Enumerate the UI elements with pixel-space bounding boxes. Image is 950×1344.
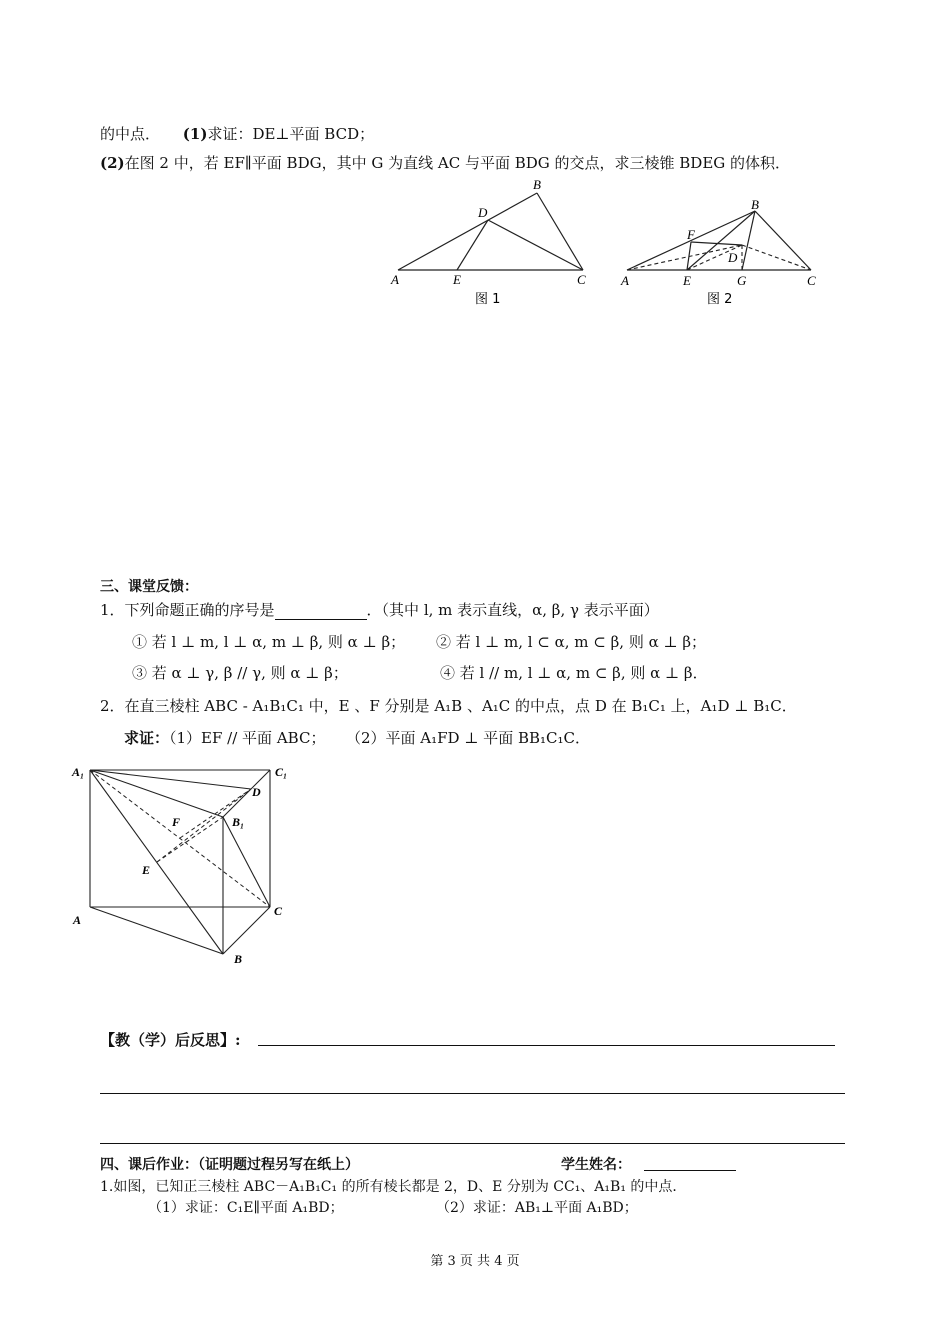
section-3-title: 三、课堂反馈： (100, 579, 198, 595)
hw-q1-text: 1.如图，已知正三棱柱 ABC－A₁B₁C₁ 的所有棱长都是 2，D、E 分别为 CC₁、A₁B₁ 的中点． (100, 1179, 687, 1195)
fig2-label-g: G (737, 273, 747, 288)
part1-text: 求证：DE⊥平面 BCD； (207, 125, 375, 143)
fig1-label-c: C (577, 272, 586, 287)
student-name-label: 学生姓名： (561, 1157, 631, 1173)
prism-label-f: F (172, 815, 181, 829)
q2-part1: （1）EF // 平面 ABC； (169, 729, 326, 747)
problem-line-1 (100, 124, 374, 144)
fig1-label-d: D (478, 205, 488, 220)
fig2-label-d: D (728, 250, 738, 265)
fig1-label-b: B (533, 177, 541, 192)
prism-label-d: D (252, 785, 261, 799)
q1-answer-blank[interactable] (275, 603, 367, 620)
fig2-label-c: C (807, 273, 816, 288)
q2-prove-label: 求证： (124, 729, 170, 747)
reflection-line-1[interactable] (258, 1045, 835, 1046)
q1-option-4: ④ 若 l // m, l ⊥ α, m ⊂ β, 则 α ⊥ β． (440, 664, 708, 682)
hw-q1-part2: （2）求证：AB₁⊥平面 A₁BD； (436, 1200, 638, 1216)
q1-option-2: ② 若 l ⊥ m, l ⊂ α, m ⊂ β, 则 α ⊥ β； (436, 633, 707, 651)
fig2-caption: 图 2 (707, 292, 733, 307)
page-footer: 第 3 页 共 4 页 (430, 1254, 520, 1269)
fig1-label-e: E (453, 272, 461, 287)
part1-number: (1) (182, 125, 208, 143)
prism-label-b1: B₁ (232, 815, 245, 829)
fig2-label-e: E (683, 273, 691, 288)
q2-part2: （2）平面 A₁FD ⊥ 平面 BB₁C₁C． (353, 729, 590, 747)
fig1-caption: 图 1 (475, 292, 501, 307)
figure-2 (615, 198, 835, 328)
q1-text: 1．下列命题正确的序号是 (100, 601, 275, 619)
fig2-label-a: A (621, 273, 629, 288)
figure-1 (385, 178, 605, 308)
q1-option-3: ③ 若 α ⊥ γ, β // γ, 则 α ⊥ β； (132, 664, 348, 682)
q1-line (100, 600, 659, 620)
section-4-title: 四、课后作业：（证明题过程另写在纸上） (100, 1157, 359, 1173)
fig2-label-f: F (687, 227, 695, 242)
prism-label-c1: C₁ (275, 765, 288, 779)
q1-option-1: ① 若 l ⊥ m, l ⊥ α, m ⊥ β, 则 α ⊥ β； (132, 633, 406, 651)
line1-prefix: 的中点． (100, 125, 161, 143)
prism-label-a1: A₁ (72, 765, 85, 779)
part2-number: (2) (100, 154, 125, 172)
prism-figure (70, 760, 330, 980)
reflection-line-2[interactable] (100, 1093, 845, 1094)
reflection-label: 【教（学）后反思】: (100, 1031, 241, 1049)
q2-line-2 (124, 728, 590, 748)
part2-text: 在图 2 中，若 EF∥平面 BDG，其中 G 为直线 AC 与平面 BDG 的交点，求三棱锥 BDEG 的体积． (124, 154, 791, 172)
fig1-label-a: A (391, 272, 399, 287)
hw-q1-part1: （1）求证：C₁E∥平面 A₁BD； (148, 1200, 344, 1216)
prism-label-c: C (274, 904, 283, 918)
prism-label-e: E (142, 863, 151, 877)
q1-note: ．（其中 l, m 表示直线，α, β, γ 表示平面） (366, 601, 659, 619)
reflection-line-3[interactable] (100, 1143, 845, 1144)
prism-label-b: B (234, 952, 243, 966)
problem-line-2 (100, 153, 790, 173)
prism-label-a: A (73, 913, 82, 927)
q2-line-1: 2．在直三棱柱 ABC - A₁B₁C₁ 中，E 、F 分别是 A₁B 、A₁C 的中点，点 D 在 B₁C₁ 上，A₁D ⊥ B₁C． (100, 697, 797, 715)
student-name-blank[interactable] (644, 1170, 736, 1171)
fig2-label-b: B (751, 197, 759, 212)
